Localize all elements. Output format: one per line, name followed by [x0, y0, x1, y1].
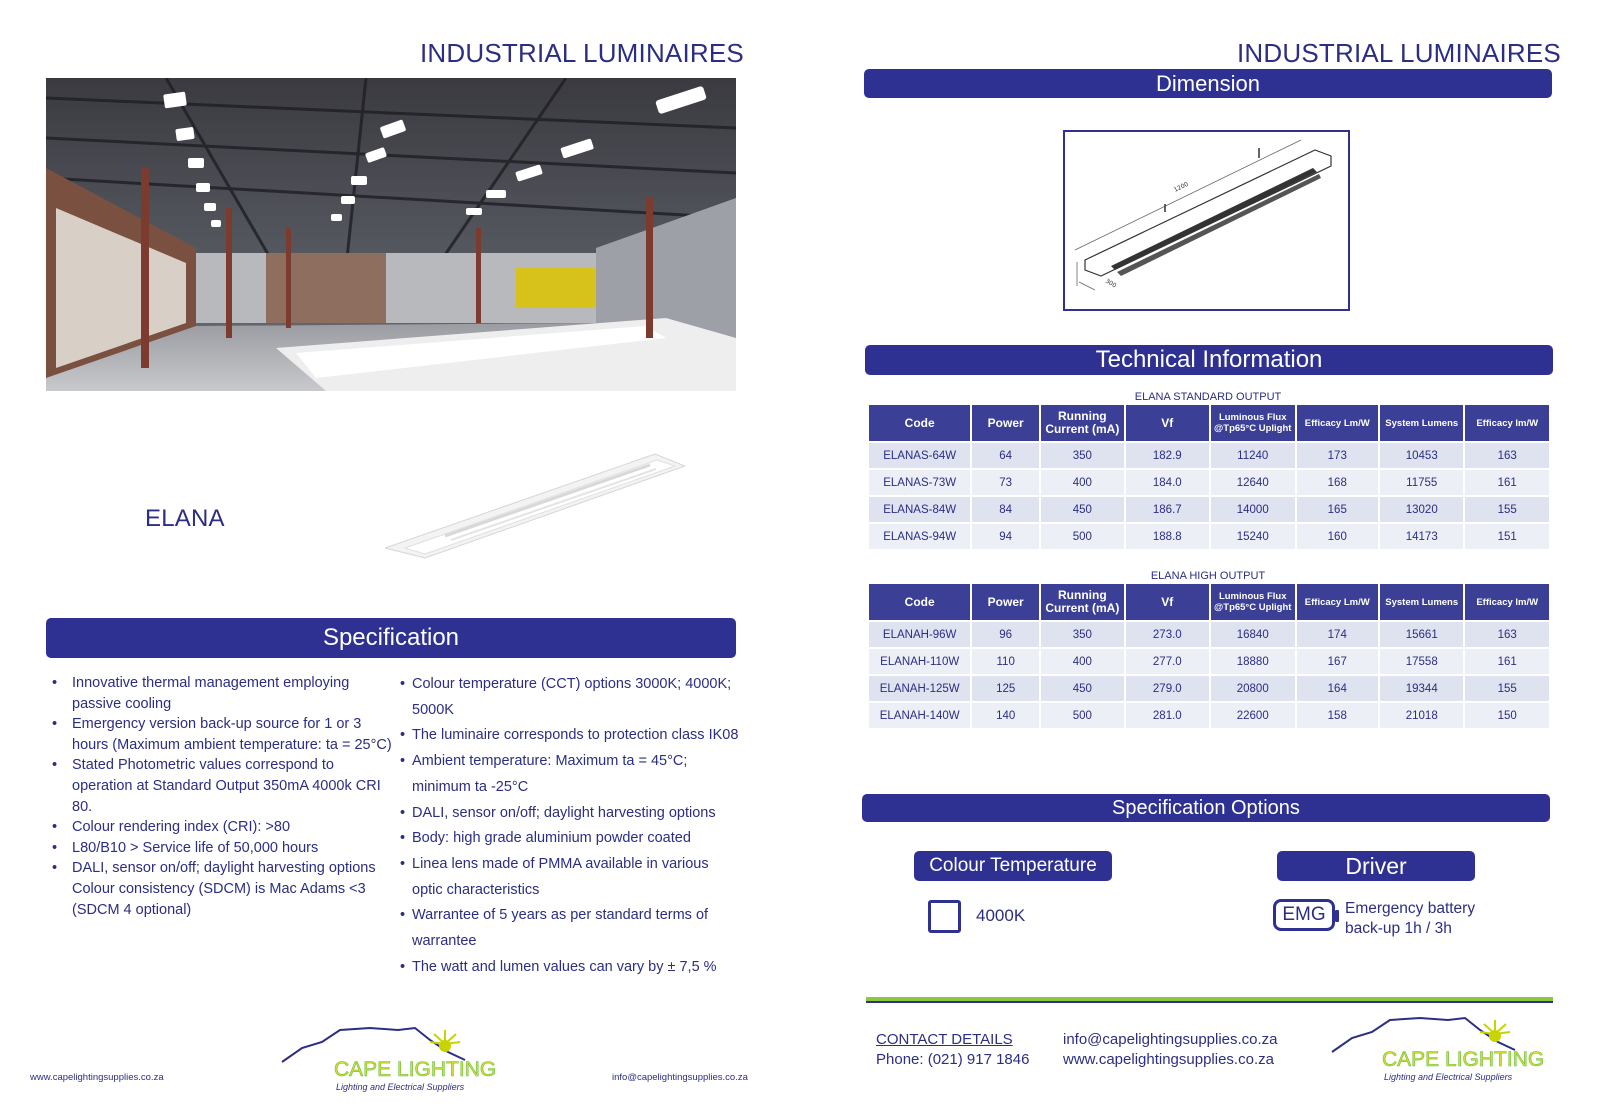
logo-name: CAPE LIGHTING — [1382, 1048, 1545, 1071]
footer-email[interactable]: info@capelightingsupplies.co.za — [612, 1072, 748, 1083]
column-header: Efficacy Lm/W — [1297, 584, 1378, 620]
cell-efficacy: 168 — [1297, 470, 1378, 495]
cell-current: 350 — [1041, 443, 1124, 468]
cell-system-efficacy: 155 — [1465, 497, 1549, 522]
specification-options-title: Specification Options — [1112, 797, 1300, 819]
cell-efficacy: 164 — [1297, 676, 1378, 701]
footer-divider-navy — [866, 1001, 1553, 1003]
contact-heading: CONTACT DETAILS — [876, 1031, 1013, 1048]
cell-flux: 16840 — [1211, 622, 1295, 647]
table-row — [869, 524, 1549, 549]
cell-power: 94 — [972, 524, 1039, 549]
logo-name: CAPE LIGHTING — [334, 1058, 497, 1081]
cell-system-lumens: 15661 — [1380, 622, 1463, 647]
cell-efficacy: 174 — [1297, 622, 1378, 647]
cell-system-lumens: 19344 — [1380, 676, 1463, 701]
emg-battery-icon — [1273, 899, 1335, 931]
cell-system-efficacy: 161 — [1465, 470, 1549, 495]
spec-item: • Ambient temperature: Maximum ta = 45°C; minimum ta -25°C — [400, 749, 740, 800]
footer-website[interactable]: www.capelightingsupplies.co.za — [30, 1072, 164, 1083]
technical-information-bar — [865, 345, 1553, 375]
spec-item: • The luminaire corresponds to protection class IK08 — [400, 723, 740, 749]
cell-code: ELANAH-125W — [869, 676, 970, 701]
cell-vf: 186.7 — [1126, 497, 1209, 522]
colour-temperature-checkbox[interactable] — [928, 900, 961, 933]
spec-item: • Stated Photometric values correspond to operation at Standard Output 350mA 4000k CRI 80. — [48, 755, 398, 817]
specification-title: Specification — [322, 624, 460, 651]
spec-item: • Innovative thermal management employing passive cooling — [48, 673, 398, 714]
spec-item: • DALI, sensor on/off; daylight harvesting options Colour consistency (SDCM) is Mac Adams <3 (SDCM 4 optional) — [48, 858, 398, 920]
cell-system-efficacy: 163 — [1465, 443, 1549, 468]
colour-temperature-title: Colour Temperature — [929, 855, 1097, 876]
cell-power: 140 — [972, 703, 1039, 728]
cell-system-efficacy: 163 — [1465, 622, 1549, 647]
cell-system-lumens: 21018 — [1380, 703, 1463, 728]
specification-bar — [46, 618, 736, 658]
cell-power: 73 — [972, 470, 1039, 495]
column-header: Luminous Flux @Tp65°C Uplight — [1211, 584, 1295, 620]
driver-description-line-1: Emergency battery — [1345, 900, 1476, 917]
table-row — [869, 703, 1549, 728]
cell-vf: 273.0 — [1126, 622, 1209, 647]
cell-power: 110 — [972, 649, 1039, 674]
cell-vf: 182.9 — [1126, 443, 1209, 468]
cell-efficacy: 173 — [1297, 443, 1378, 468]
driver-bar — [1277, 851, 1475, 881]
cell-vf: 279.0 — [1126, 676, 1209, 701]
column-header: Efficacy lm/W — [1465, 405, 1549, 441]
cell-efficacy: 160 — [1297, 524, 1378, 549]
cell-current: 450 — [1041, 676, 1124, 701]
warehouse-photo — [46, 78, 736, 391]
cell-flux: 12640 — [1211, 470, 1295, 495]
table-row — [869, 649, 1549, 674]
high-output-caption: ELANA HIGH OUTPUT — [1150, 570, 1266, 582]
contact-email[interactable]: info@capelightingsupplies.co.za — [1063, 1031, 1278, 1048]
specification-options-bar — [862, 794, 1550, 822]
cell-code: ELANAH-96W — [869, 622, 970, 647]
cell-current: 500 — [1041, 524, 1124, 549]
table-row — [869, 470, 1549, 495]
cell-flux: 18880 — [1211, 649, 1295, 674]
column-header: Efficacy lm/W — [1465, 584, 1549, 620]
column-header: Running Current (mA) — [1041, 405, 1124, 441]
standard-output-caption: ELANA STANDARD OUTPUT — [1134, 391, 1282, 403]
standard-output-table — [867, 403, 1551, 551]
cell-code: ELANAH-110W — [869, 649, 970, 674]
cell-flux: 20800 — [1211, 676, 1295, 701]
table-row — [869, 443, 1549, 468]
spec-item: • The watt and lumen values can vary by ± 7,5 % — [400, 955, 740, 981]
cell-flux: 14000 — [1211, 497, 1295, 522]
dimension-length-label: 1200 — [1172, 180, 1190, 194]
column-header: Power — [972, 584, 1039, 620]
cell-current: 450 — [1041, 497, 1124, 522]
table-row — [869, 676, 1549, 701]
column-header: Power — [972, 405, 1039, 441]
cell-code: ELANAS-84W — [869, 497, 970, 522]
spec-item: • Linea lens made of PMMA available in various optic characteristics — [400, 852, 740, 903]
table-header-row — [869, 405, 1549, 441]
cell-system-lumens: 17558 — [1380, 649, 1463, 674]
spec-list-right — [400, 672, 740, 980]
cell-flux: 11240 — [1211, 443, 1295, 468]
driver-description-line-2: back-up 1h / 3h — [1345, 920, 1452, 937]
product-name: ELANA — [145, 505, 225, 532]
cape-lighting-logo-right — [1330, 1012, 1545, 1092]
technical-information-title: Technical Information — [1095, 346, 1323, 373]
cell-system-efficacy: 150 — [1465, 703, 1549, 728]
table-header-row — [869, 584, 1549, 620]
cell-vf: 281.0 — [1126, 703, 1209, 728]
dimension-title: Dimension — [1156, 71, 1260, 96]
spec-item: • Colour rendering index (CRI): >80 — [48, 817, 398, 838]
column-header: Luminous Flux @Tp65°C Uplight — [1211, 405, 1295, 441]
cell-power: 125 — [972, 676, 1039, 701]
column-header: Code — [869, 584, 970, 620]
cell-vf: 188.8 — [1126, 524, 1209, 549]
cape-lighting-logo — [280, 1022, 497, 1102]
contact-phone[interactable]: Phone: (021) 917 1846 — [876, 1051, 1030, 1068]
cell-system-lumens: 14173 — [1380, 524, 1463, 549]
colour-temperature-bar — [914, 851, 1112, 881]
cell-flux: 22600 — [1211, 703, 1295, 728]
cell-efficacy: 167 — [1297, 649, 1378, 674]
cell-current: 400 — [1041, 649, 1124, 674]
cell-efficacy: 165 — [1297, 497, 1378, 522]
cell-current: 350 — [1041, 622, 1124, 647]
spec-list-left — [48, 673, 398, 920]
spec-item: • Colour temperature (CCT) options 3000K; 4000K; 5000K — [400, 672, 740, 723]
column-header: Code — [869, 405, 970, 441]
column-header: Vf — [1126, 584, 1209, 620]
right-page-title: INDUSTRIAL LUMINAIRES — [1237, 38, 1561, 68]
cell-system-efficacy: 155 — [1465, 676, 1549, 701]
table-row — [869, 497, 1549, 522]
spec-item: • L80/B10 > Service life of 50,000 hours — [48, 838, 398, 859]
cell-code: ELANAH-140W — [869, 703, 970, 728]
cell-system-efficacy: 161 — [1465, 649, 1549, 674]
table-row — [869, 622, 1549, 647]
cell-code: ELANAS-94W — [869, 524, 970, 549]
high-output-table — [867, 582, 1551, 730]
column-header: System Lumens — [1380, 405, 1463, 441]
cell-power: 64 — [972, 443, 1039, 468]
cell-power: 84 — [972, 497, 1039, 522]
dimension-bar — [864, 69, 1552, 98]
logo-tagline: Lighting and Electrical Suppliers — [336, 1082, 465, 1092]
spec-item: • Warrantee of 5 years as per standard terms of warrantee — [400, 903, 740, 954]
dimension-width-label: 300 — [1104, 277, 1118, 290]
left-page-title: INDUSTRIAL LUMINAIRES — [420, 38, 744, 68]
cell-vf: 184.0 — [1126, 470, 1209, 495]
cell-system-lumens: 13020 — [1380, 497, 1463, 522]
cell-code: ELANAS-64W — [869, 443, 970, 468]
logo-tagline: Lighting and Electrical Suppliers — [1384, 1072, 1513, 1082]
column-header: System Lumens — [1380, 584, 1463, 620]
luminaire-product-image — [385, 450, 685, 560]
spec-item: • Emergency version back-up source for 1 or 3 hours (Maximum ambient temperature: ta = 25°C) — [48, 714, 398, 755]
column-header: Vf — [1126, 405, 1209, 441]
driver-title: Driver — [1345, 853, 1407, 879]
column-header: Running Current (mA) — [1041, 584, 1124, 620]
cell-system-lumens: 10453 — [1380, 443, 1463, 468]
cell-system-efficacy: 151 — [1465, 524, 1549, 549]
spec-item: • Body: high grade aluminium powder coated — [400, 826, 740, 852]
cell-current: 500 — [1041, 703, 1124, 728]
cell-vf: 277.0 — [1126, 649, 1209, 674]
column-header: Efficacy Lm/W — [1297, 405, 1378, 441]
emg-label: EMG — [1282, 904, 1326, 925]
cell-efficacy: 158 — [1297, 703, 1378, 728]
spec-item: • DALI, sensor on/off; daylight harvesting options — [400, 801, 740, 827]
cell-flux: 15240 — [1211, 524, 1295, 549]
dimension-drawing — [1063, 130, 1350, 311]
colour-temperature-value: 4000K — [976, 906, 1026, 925]
cell-system-lumens: 11755 — [1380, 470, 1463, 495]
contact-website[interactable]: www.capelightingsupplies.co.za — [1063, 1051, 1274, 1068]
cell-code: ELANAS-73W — [869, 470, 970, 495]
cell-current: 400 — [1041, 470, 1124, 495]
cell-power: 96 — [972, 622, 1039, 647]
